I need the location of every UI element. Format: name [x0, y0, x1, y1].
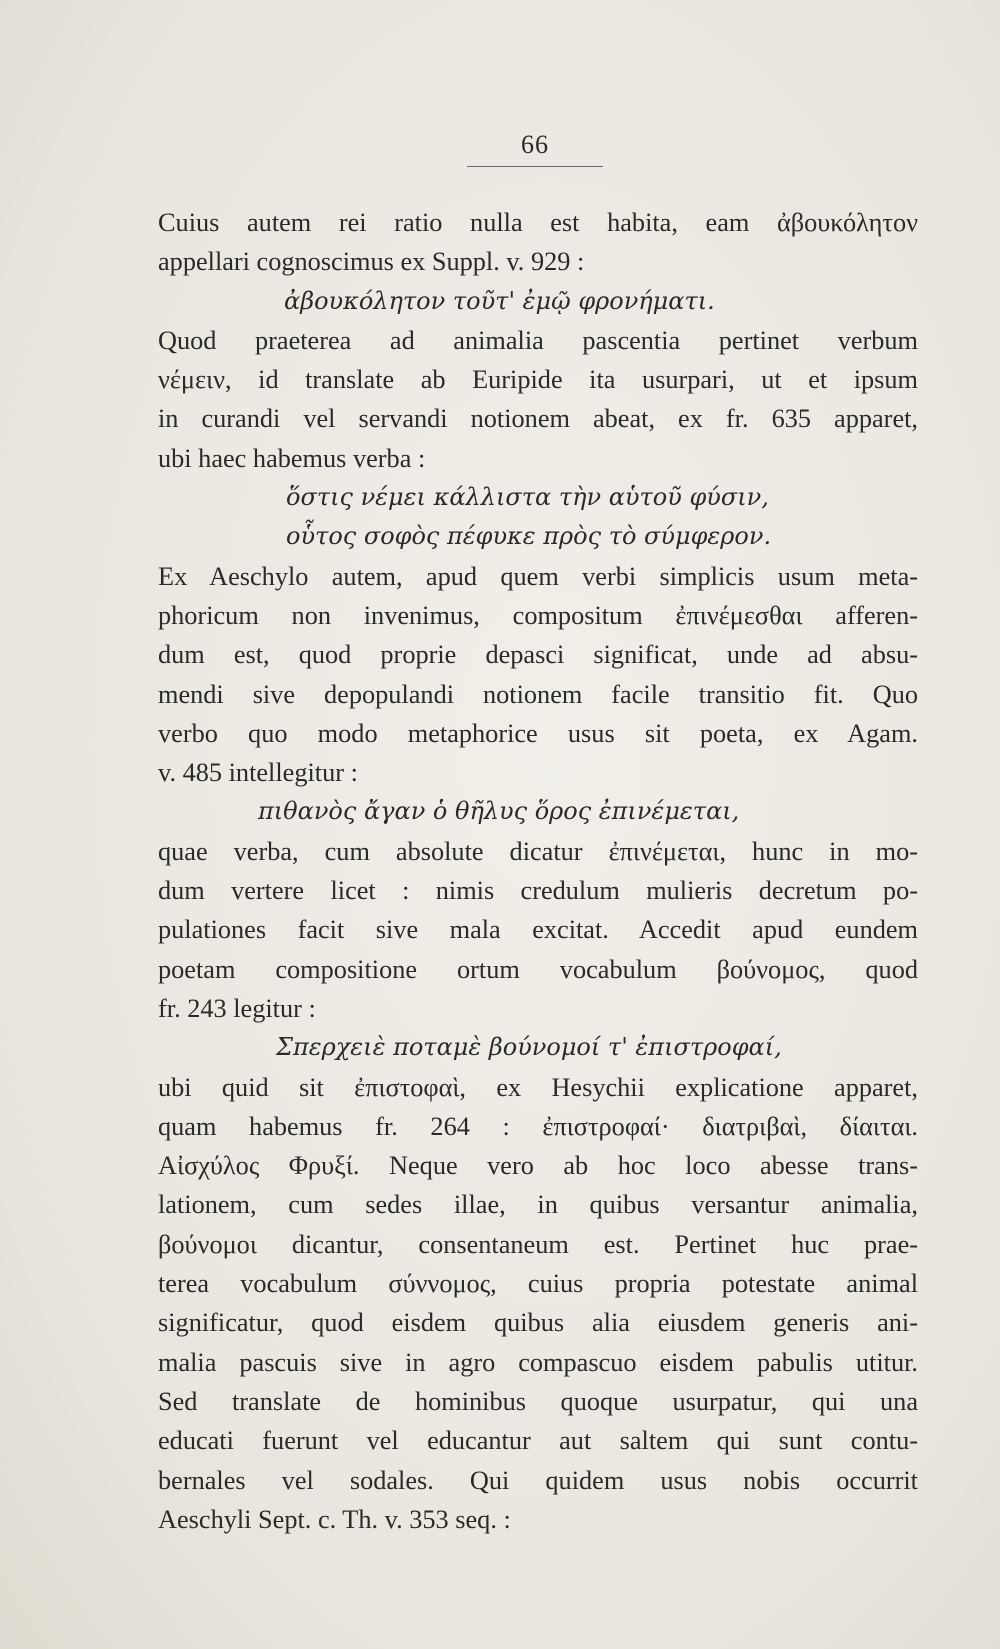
text-line: ubi haec habemus verba : [158, 443, 426, 473]
text-line: πιθανὸς ἄγαν ὁ θῆλυς ὅρος ἐπινέμεται, [258, 797, 740, 826]
text-line: quam habemus fr. 264 : ἐπιστροφαί· διατριβαὶ, δίαιται. [158, 1111, 918, 1141]
text-line: phoricum non invenimus, compositum ἐπινέμεσθαι afferen- [158, 600, 918, 630]
text-line: Aeschyli Sept. c. Th. v. 353 seq. : [158, 1504, 511, 1534]
text-line: appellari cognoscimus ex Suppl. v. 929 : [158, 247, 585, 277]
text-line: dum vertere licet : nimis credulum mulieris decretum po- [158, 876, 918, 906]
page-number: 66 [521, 130, 549, 159]
text-line: ἀβουκόλητον τοῦτ' ἐμῷ φρονήματι. [284, 286, 715, 315]
text-line: poetam compositione ortum vocabulum βούνομος, quod [158, 954, 918, 984]
text-line: malia pascuis sive in agro compascuo eisdem pabulis utitur. [158, 1347, 918, 1377]
text-line: βούνομοι dicantur, consentaneum est. Pertinet huc prae- [158, 1229, 918, 1259]
text-line: mendi sive depopulandi notionem facile transitio fit. Quo [158, 679, 918, 709]
text-line: fr. 243 legitur : [158, 993, 316, 1023]
text-line: νέμειν, id translate ab Euripide ita usurpari, ut et ipsum [158, 365, 918, 395]
text-line: lationem, cum sedes illae, in quibus versantur animalia, [158, 1190, 918, 1220]
text-line: quae verba, cum absolute dicatur ἐπινέμεται, hunc in mo- [158, 836, 918, 866]
text-line: pulationes facit sive mala excitat. Accedit apud eundem [158, 915, 918, 945]
text-line: verbo quo modo metaphorice usus sit poeta, ex Agam. [158, 718, 918, 748]
text-line: Quod praeterea ad animalia pascentia pertinet verbum [158, 325, 918, 355]
text-line: Ex Aeschylo autem, apud quem verbi simplicis usum meta- [158, 561, 918, 591]
text-line: terea vocabulum σύννομος, cuius propria potestate animal [158, 1269, 918, 1299]
text-line: educati fuerunt vel educantur aut saltem qui sunt contu- [158, 1426, 918, 1456]
text-line: ubi quid sit ἐπιστοφαὶ, ex Hesychii explicatione apparet, [158, 1072, 918, 1102]
text-line: Sed translate de hominibus quoque usurpatur, qui una [158, 1386, 918, 1416]
text-line: ὅστις νέμει κάλλιστα τὴν αὑτοῦ φύσιν, [286, 483, 769, 512]
body-text [158, 203, 918, 1539]
text-line: bernales vel sodales. Qui quidem usus nobis occurrit [158, 1465, 918, 1495]
text-line: v. 485 intellegitur : [158, 758, 358, 788]
text-line: Cuius autem rei ratio nulla est habita, eam ἀβουκόλητον [158, 208, 918, 237]
text-line: dum est, quod proprie depasci significat, unde ad absu- [158, 640, 918, 670]
text-line: Αἰσχύλος Φρυξί. Neque vero ab hoc loco abesse trans- [158, 1151, 918, 1181]
text-line: οὗτος σοφὸς πέφυκε πρὸς τὸ σύμφερον. [286, 522, 772, 551]
text-line: in curandi vel servandi notionem abeat, ex fr. 635 apparet, [158, 404, 918, 434]
text-line: significatur, quod eisdem quibus alia eiusdem generis ani- [158, 1308, 918, 1338]
text-line: Σπερχειὲ ποταμὲ βούνομοί τ' ἐπιστροφαί, [276, 1033, 782, 1062]
header-rule [467, 166, 603, 167]
